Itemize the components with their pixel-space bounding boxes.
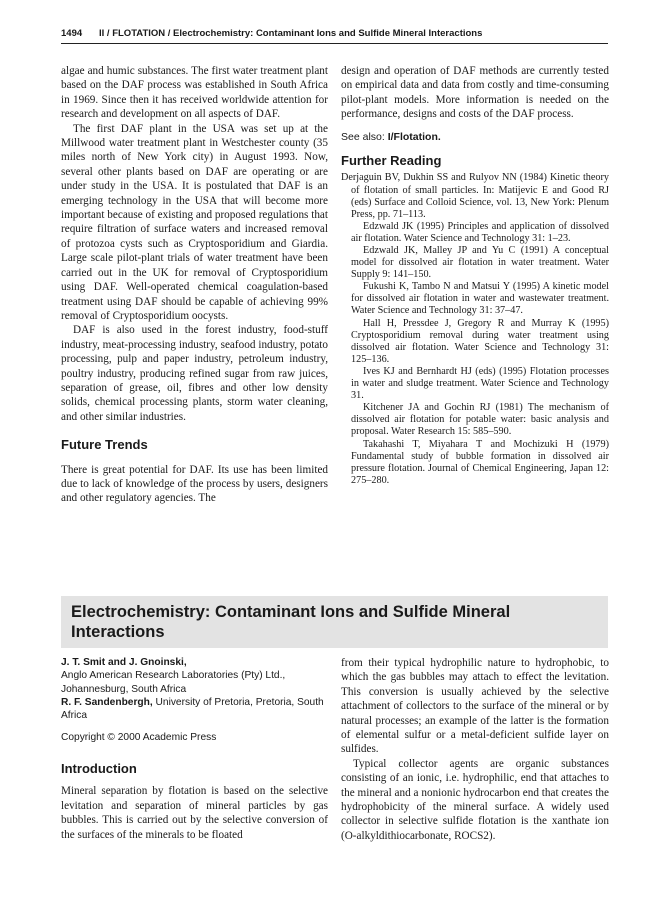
see-also [341,130,609,144]
article-right-column [341,656,609,843]
future-trends-text: There is great potential for DAF. Its use has been limited due to lack of knowledge of the process by users, designers and other regulatory agencies. The [61,463,328,505]
author-name: R. F. Sandenbergh, [61,696,153,708]
author-block [61,656,328,722]
affiliation: Anglo American Research Laboratories (Pty) Ltd., Johannesburg, South Africa [61,670,286,695]
further-reading-heading: Further Reading [341,153,442,169]
paragraph: from their typical hydrophilic nature to hydrophobic, to which the gas bubbles may attach to effect the levitation. This conversion is usually achieved by the selective attachment of collectors to the surface of the mineral or by natural processes; an example of the latter is the formation of elemental sulfur or a metal-deficient sulfide layer on sulfides. [341,657,609,756]
article-title-band [61,596,608,648]
reference-list [341,172,609,486]
affiliation: University of Pretoria, Pretoria, South Africa [61,696,324,722]
author-names: J. T. Smit and J. Gnoinski, [61,657,187,668]
paragraph: design and operation of DAF methods are currently tested on empirical data and data from costly and time-consuming pilot-plant models. More information is needed on the performance, designs and costs of the DAF process. [341,65,609,121]
see-also-label: See also: [341,130,385,143]
reference-item: Fukushi K, Tambo N and Matsui Y (1995) A kinetic model for dissolved air flotation in water and wastewater treatment. Water Science and Technology 31: 37–47. [351,281,609,317]
introduction-heading: Introduction [61,760,137,776]
reference-item: Takahashi T, Miyahara T and Mochizuki H (1979) Fundamental study of bubble formation in dissolved air pressure flotation. Journal of Chemical Engineering, Japan 12: 275–280. [351,438,609,486]
paragraph: algae and humic substances. The first water treatment plant based on the DAF process was established in South Africa in 1969. Since then it has received worldwide attention for research and development on all aspects of DAF. [61,65,328,121]
reference-item: Ives KJ and Bernhardt HJ (eds) (1995) Flotation processes in water and sludge treatment. Water Science and Technology 31. [351,365,609,402]
reference-item: Derjaguin BV, Dukhin SS and Rulyov NN (1984) Kinetic theory of flotation of small particles. In: Matijevic E and Good RJ (eds) Surface and Colloid Science, vol. 13, New York: Plenum Press, pp. 71–113. [341,172,609,220]
header-rule [61,43,608,44]
article-title: Electrochemistry: Contaminant Ions and Sulfide Mineral Interactions [71,603,511,641]
reference-item: Edzwald JK, Malley JP and Yu C (1991) A conceptual model for dissolved air flotation in water treatment. Water Supply 9: 141–150. [351,245,609,281]
running-title: II / FLOTATION / Electrochemistry: Contaminant Ions and Sulfide Mineral Interactions [99,28,483,39]
page-number: 1494 [61,28,83,39]
paragraph: DAF is also used in the forest industry, food-stuff industry, meat-processing industry, seafood industry, potato processing, pulp and paper industry, petroleum industry, poultry industry, producing refined sugar from raw juices, separation of grease, oil, fibres and other low density solids, chemical processing plants, storm water cleaning, and other similar industries. [61,324,328,423]
paragraph: Typical collector agents are organic substances consisting of an ionic, i.e. hydrophilic, end that attaches to the mineral and a nonionic hydrocarbon end that creates the hydrophobicity of the mineral surface. A widely used collector in selective sulfide flotation is the xanthate ion (O-alkyldithiocarbonate, ROCS2). [341,757,609,842]
reference-item: Hall H, Pressdee J, Gregory R and Murray K (1995) Cryptosporidium removal during water treatment using dissolved air flotation. Water Science and Technology 31: 125–136. [351,317,609,365]
future-trends-heading: Future Trends [61,437,148,453]
article-left-column [61,656,328,842]
see-also-link[interactable]: I/Flotation. [387,130,441,143]
copyright: Copyright © 2000 Academic Press [61,732,217,744]
reference-item: Kitchener JA and Gochin RJ (1981) The mechanism of dissolved air flotation for potable water: basic analysis and proposal. Water Research 15: 585–590. [351,402,609,438]
left-column [61,64,328,506]
paragraph: The first DAF plant in the USA was set up at the Millwood water treatment plant in Westchester county (35 miles north of New York city) in August 1993. Now, several other plants based on DAF are operating or are under study in the USA. It is postulated that DAF is an emerging technology in the USA that will become more important because of existing and proposed regulations that require filtration of surface waters and increased removal of protozoa cysts such as Cryptosporidium and Giardia. Large scale pilot-plant trials of water treatment have been carried out in the UK for removal of Cryptosporidium using DAF. Well-operated chemical coagulation-based treatment using DAF should be capable of achieving 99% removal of Cryptosporidium oocysts. [61,122,328,322]
running-header [61,26,608,44]
paragraph: Mineral separation by flotation is based on the selective levitation and separation of mineral particles by gas bubbles. This is carried out by the selective conversion of the surfaces of the minerals to be floated [61,785,328,841]
reference-item: Edzwald JK (1995) Principles and application of dissolved air flotation. Water Science and Technology 31: 1–23. [351,220,609,244]
right-column [341,64,609,487]
